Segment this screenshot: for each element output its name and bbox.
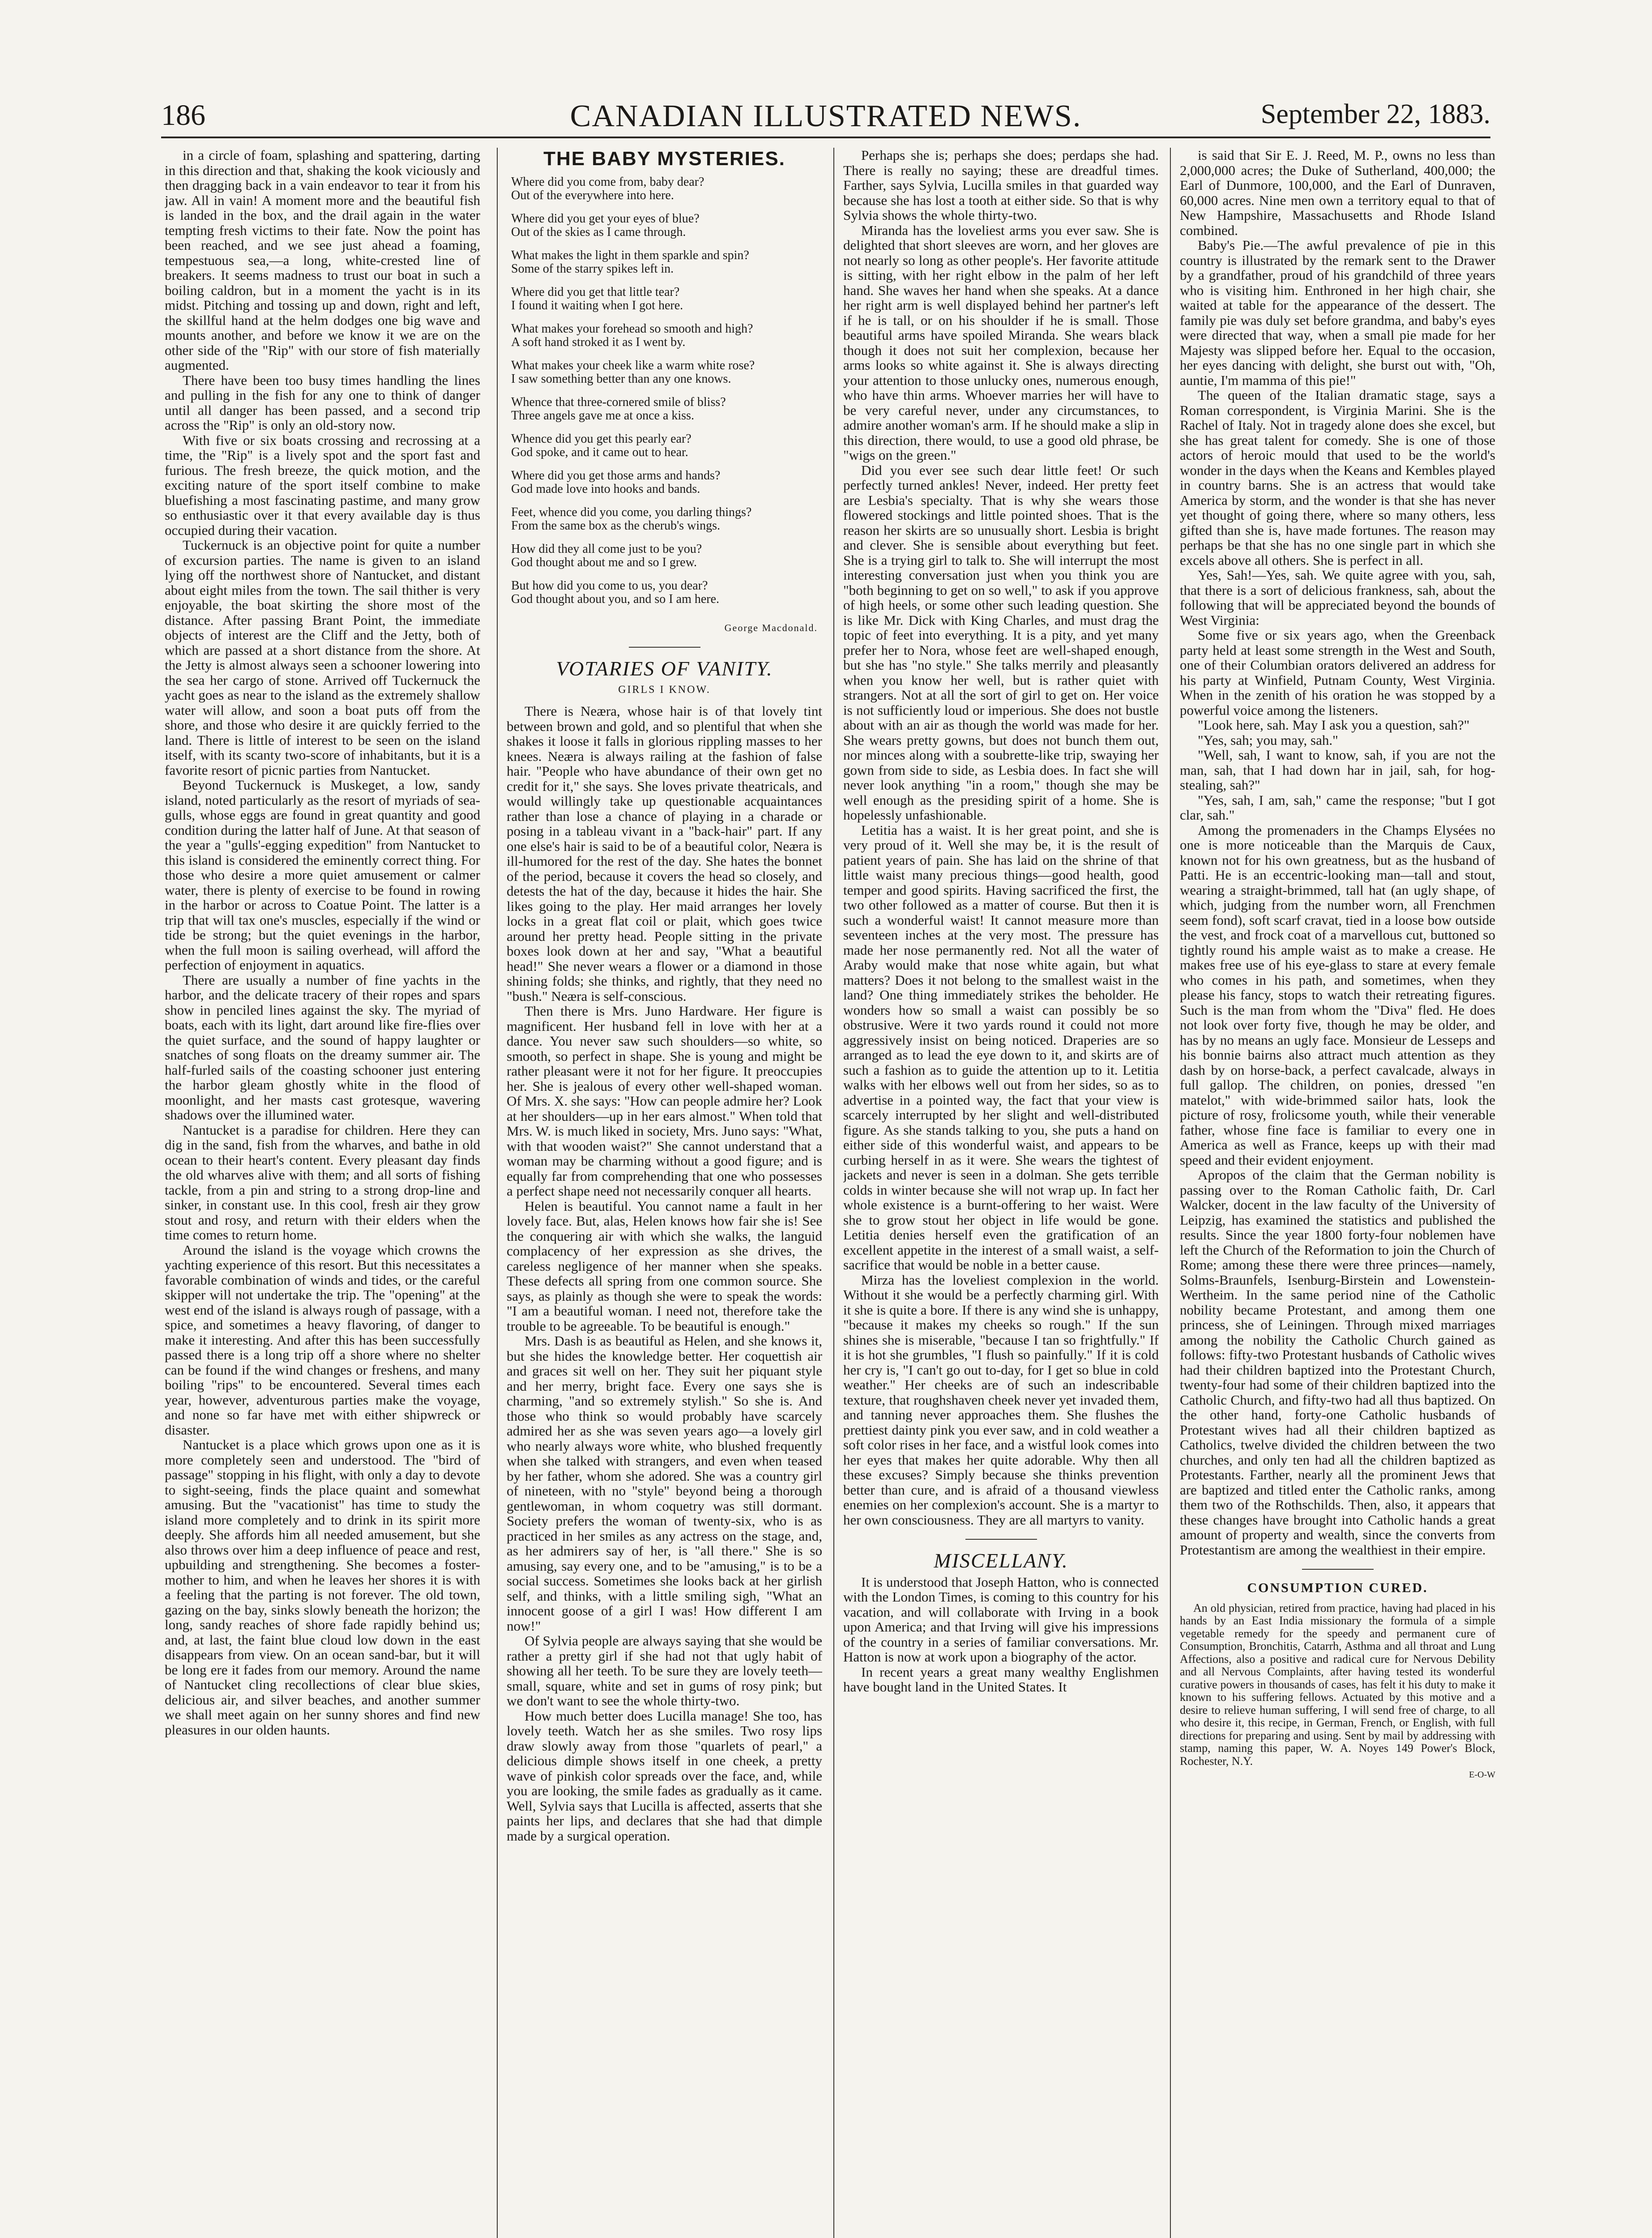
stanza-gap xyxy=(511,569,822,579)
poem-line: Feet, whence did you come, you darling things? xyxy=(511,505,752,519)
paragraph: is said that Sir E. J. Reed, M. P., owns no less than 2,000,000 acres; the Duke of Sutherland, 400,000; the Earl of Dunmore, 100,000, and the Earl of Dunraven, 60,000 acres. Nine men own a territory equal to that of New Hampshire, Massachusetts and Rhode Island combined. xyxy=(1180,148,1495,238)
article-body xyxy=(843,148,1159,1527)
header-rule xyxy=(161,137,1490,138)
paragraph: Letitia has a waist. It is her great point, and she is very proud of it. Well she may be, it is the result of patient years of pain. She has laid on the shrine of that little waist many precious things—good health, good temper and good spirits. Having sacrificed the first, the two other followed as a matter of course. But then it is such a wonderful waist! It cannot measure more than seventeen inches at the very most. The pressure has made her nose permanently red. Not all the water of Araby would make that nose white again, but what matters? Does it not belong to the smallest waist in the land? One thing immediately strikes the beholder. He wonders how so small a waist can possibly be so obstrusive. Were it two yards round it could not more aggressively insist on being noticed. Draperies are so arranged as to lead the eye down to it, and skirts are of such a fashion as to guide the attention up to it. Letitia walks with her elbows well out from her sides, so as to advertise in a pointed way, the fact that your view is scarcely interrupted by her slight and well-distributed figure. As she stands talking to you, she puts a hand on either side of this wonderful waist, and appears to be curbing herself in as it were. She wears the tightest of jackets and never is seen in a dolman. She gets terrible colds in winter because she will not wrap up. In fact her whole existence is a burnt-offering to her waist. Were she to grow stout her object in life would be gone. Letitia denies herself even the gratification of an excellent appetite in the interest of a small waist, a self-sacrifice that would be noble in a better cause. xyxy=(843,822,1159,1273)
paragraph: Among the promenaders in the Champs Elysées no one is more noticeable than the Marquis de Caux, known not for his own greatness, but as the husband of Patti. He is an eccentric-looking man—tall and stout, wearing a straight-brimmed, tall hat (an ugly shape, of which, judging from the number worn, all Frenchmen seem fond), soft scarf cravat, tied in a loose bow outside the vest, and frock coat of a marvellous cut, buttoned so tightly round his ample waist as to make a crease. He makes free use of his eye-glass to stare at every female who comes in his path, and sometimes, when they please his fancy, stops to watch their retreating figures. Such is the man from whom the "Diva" fled. He does not look over forty five, though he may be older, and has by no means an ugly face. Monsieur de Lesseps and his bonnie bairns also attract much attention as they dash by on horse-back, a perfect cavalcade, always in full gallop. The children, on ponies, dressed "en matelot," with wide-brimmed sailor hats, look the picture of rosy, frolicsome youth, while their venerable father, whose fine face is familiar to every one in America as well as France, keeps up with their mad speed and their evident enjoyment. xyxy=(1180,822,1495,1168)
stanza-gap xyxy=(511,496,822,506)
paragraph: Yes, Sah!—Yes, sah. We quite agree with you, sah, that there is a sort of delicious frankness, sah, about the following that will be appreciated beyond the bounds of West Virginia: xyxy=(1180,567,1495,628)
page-number: 186 xyxy=(161,99,205,132)
poem-line: Where did you get those arms and hands? xyxy=(511,468,721,483)
stanza-gap xyxy=(511,239,822,249)
paragraph: Beyond Tuckernuck is Muskeget, a low, sandy island, noted particularly as the resort of myriads of sea-gulls, whose eggs are found in great quantity and good condition during the latter half of June. At that season of the year a "gulls'-egging expedition" from Nantucket to this island is considered the eminently correct thing. For those who desire a more quiet amusement or calmer water, there is plenty of exercise to be found in rowing in the harbor or across to Coatue Point. The latter is a trip that will tax one's muscles, especially if the wind or tide be strong; but the quiet evenings in the harbor, when the full moon is sailing overhead, will afford the perfection of enjoyment in aquatics. xyxy=(165,777,480,973)
poem-title: THE BABY MYSTERIES. xyxy=(543,148,785,170)
poem-line: Out of the everywhere into here. xyxy=(511,188,674,202)
stanza-gap xyxy=(511,312,822,322)
paragraph: Tuckernuck is an objective point for quite a number of excursion parties. The name is given to an island lying off the northwest shore of Nantucket, and distant about eight miles from the town. The sail thither is very enjoyable, the boat skirting the shore most of the distance. After passing Brant Point, the immediate objects of interest are the Cliff and the Jetty, both of which are passed at a short distance from the shore. At the Jetty is almost always seen a schooner lowering into the sea her cargo of stone. Arrived off Tuckernuck the yacht goes as near to the island as the extremely shallow water will allow, and soon a boat puts off from the shore, and those who desire it are quickly ferried to the land. There is little of interest to be seen on the island itself, with its scanty two-score of inhabitants, but it is a favorite resort of picnic parties from Nantucket. xyxy=(165,537,480,778)
stanza-gap xyxy=(511,423,822,432)
paragraph: Some five or six years ago, when the Greenback party held at least some strength in the West and South, one of their Columbian orators delivered an address for his party at Winfield, Putnam County, West Virginia. When in the zenith of his oration he was stopped by a powerful voice among the listeners. xyxy=(1180,627,1495,718)
stanza-gap xyxy=(511,349,822,359)
poem-line: Some of the starry spikes left in. xyxy=(511,261,674,276)
paragraph: Nantucket is a paradise for children. Here they can dig in the sand, fish from the wharves, and bathe in old ocean to their heart's content. Every pleasant day finds the old wharves alive with them; and all sorts of fishing tackle, from a pin and string to a strong drop-line and sinker, in constant use. In this cool, fresh air they grow stout and rosy, and return with their elders when the time comes to return home. xyxy=(165,1122,480,1243)
column-rule xyxy=(833,148,834,2238)
poem-author: George Macdonald. xyxy=(724,622,818,633)
section-divider xyxy=(965,1539,1037,1540)
page-header xyxy=(161,94,1490,134)
issue-date: September 22, 1883. xyxy=(1260,99,1490,129)
poem-line: A soft hand stroked it as I went by. xyxy=(511,335,686,349)
miscellany-title: MISCELLANY. xyxy=(934,1549,1068,1572)
poem-line: I found it waiting when I got here. xyxy=(511,298,683,312)
stanza-gap xyxy=(511,459,822,469)
poem-line: God thought about me and so I grew. xyxy=(511,555,697,569)
poem-line: God made love into hooks and bands. xyxy=(511,482,700,496)
column-rule xyxy=(497,148,498,2238)
paragraph: Nantucket is a place which grows upon one as it is more completely seen and understood. The "bird of passage" stopping in his flight, with only a day to devote to sight-seeing, finds the place quaint and somewhat amusing. But the "vacationist" has time to study the island more completely and to drink in its spirit more deeply. She affords him all needed amusement, but she also throws over him a deep influence of peace and rest, upbuilding and strengthening. She becomes a foster-mother to him, and when he leaves her shores it is with a feeling that the parting is not forever. The old town, gazing on the bay, sinks slowly beneath the horizon; the long, sandy reaches of shore fade rapidly behind us; and, at last, the faint blue cloud low down in the east disappears from view. On an ocean sand-bar, but it will be long ere it fades from our memory. Around the name of Nantucket cling recollections of clear blue skies, delicious air, and silver beaches, and another summer we shall meet again on her sunny shores and find new pleasures in our olden haunts. xyxy=(165,1437,480,1738)
paragraph: Perhaps she is; perhaps she does; perdaps she had. There is really no saying; these are dreadful times. Farther, says Sylvia, Lucilla smiles in that guarded way because she has lost a tooth at either side. So that is why Sylvia shows the whole thirty-two. xyxy=(843,148,1159,223)
stanza-gap xyxy=(511,202,822,212)
paragraph: There are usually a number of fine yachts in the harbor, and the delicate tracery of their ropes and spars show in penciled lines against the sky. The myriad of boats, each with its light, dart around like fire-flies over the quiet surface, and the sound of happy laughter or snatches of song floats on the dreamy summer air. The half-furled sails of the coasting schooner just entering the harbor gleam ghostly white in the flood of moonlight, and her masts cast grotesque, wavering shadows over the illumined water. xyxy=(165,972,480,1123)
poem-line: Three angels gave me at once a kiss. xyxy=(511,408,694,423)
section-subhead: GIRLS I KNOW. xyxy=(618,683,711,696)
poem-line: God spoke, and it came out to hear. xyxy=(511,445,688,459)
poem-line: What makes your cheek like a warm white rose? xyxy=(511,358,755,372)
poem-line: Where did you get that little tear? xyxy=(511,285,680,299)
column-3 xyxy=(843,148,1159,2238)
section-divider xyxy=(1302,1569,1374,1570)
advert-title: CONSUMPTION CURED. xyxy=(1247,1580,1428,1595)
paragraph: In recent years a great many wealthy Englishmen have bought land in the United States. It xyxy=(843,1664,1159,1695)
section-divider xyxy=(629,647,700,648)
paragraph: Miranda has the loveliest arms you ever saw. She is delighted that short sleeves are worn, and her gloves are not nearly so long as other people's. Her favorite attitude is sitting, with her right elbow in the palm of her left hand. She waves her hand when she speaks. At a dance her right arm is well displayed behind her partner's left if he is tall, or on his shoulder if he is small. Those beautiful arms have spoiled Miranda. She wears black though it does not suit her complexion, because her arms looks so white against it. She is always directing your attention to those unlucky ones, numerous enough, who have thin arms. Whoever marries her will have to be very careful never, under any circumstances, to admire another woman's arm. If he should make a slip in this direction, there would, to use a good old phrase, be "wigs on the green." xyxy=(843,222,1159,463)
poem-line: Where did you come from, baby dear? xyxy=(511,175,704,189)
poem-line: Whence did you get this pearly ear? xyxy=(511,431,692,446)
paragraph: Mirza has the loveliest complexion in the world. Without it she would be a perfectly charming girl. With it she is quite a bore. If there is any wind she is unhappy, "because it makes my cheeks so rough." If the sun shines she is miserable, "because I tan so frightfully." If it is hot she grumbles, "I flush so painfully." If it is cold her cry is, "I can't go out to-day, for I get so blue in cold weather." Her cheeks are of such an indescribable texture, that roughshaven cheek never yet invaded them, and tanning never approaches them. She flushes the prettiest dainty pink you ever saw, and in cold weather a soft color rises in her face, and a wistful look comes into her eyes that makes her quite adorable. Why then all these excuses? Simply because she thinks prevention better than cure, and is afraid of a thousand viewless enemies on her complexion's account. She is a martyr to her own consciousness. They are all martyrs to vanity. xyxy=(843,1272,1159,1528)
stanza-gap xyxy=(511,533,822,542)
stanza-gap xyxy=(511,606,822,616)
paragraph: Of Sylvia people are always saying that she would be rather a pretty girl if she had not that ugly habit of showing all her teeth. To be sure they are lovely teeth—small, square, white and set in gums of rosy pink; but we don't want to see the whole thirty-two. xyxy=(507,1633,822,1708)
column-rule xyxy=(1170,148,1171,2238)
poem-line: God thought about you, and so I am here. xyxy=(511,592,720,606)
paragraph: "Yes, sah, I am, sah," came the response; "but I got clar, sah." xyxy=(1180,792,1495,823)
paragraph: Around the island is the voyage which crowns the yachting experience of this resort. But this necessitates a favorable combination of winds and tides, or the careful skipper will not undertake the trip. The "opening" at the west end of the island is always rough of passage, with a spice, and sometimes a heavy flavoring, of danger to make it interesting. And after this has been successfully passed there is a long trip off a shore where no shelter can be found if the wind changes or freshens, and many boiling "rips" to be encountered. Several times each year, however, adventurous parties make the voyage, and none so far have met with either shipwreck or disaster. xyxy=(165,1242,480,1438)
paragraph: Helen is beautiful. You cannot name a fault in her lovely face. But, alas, Helen knows how fair she is! See the conquering air with which she walks, the languid complacency of her expression as she drives, the careless negligence of her manner when she speaks. These defects all spring from one common source. She says, as plainly as though she were to speak the words: "I am a beautiful woman. I need not, therefore take the trouble to be agreeable. To be beautiful is enough." xyxy=(507,1198,822,1334)
poem-line: But how did you come to us, you dear? xyxy=(511,578,708,593)
miscellany-body xyxy=(843,1575,1159,1695)
column-2 xyxy=(507,148,822,2238)
paragraph: "Yes, sah; you may, sah." xyxy=(1198,732,1338,748)
advert-code: E-O-W xyxy=(1469,1770,1495,1780)
poem-line: I saw something better than any one knows. xyxy=(511,372,731,386)
poem-line: Out of the skies as I came through. xyxy=(511,225,686,239)
advert-text: An old physician, retired from practice, having had placed in his hands by an East India missionary the formula of a simple vegetable remedy for the speedy and permanent cure of Consumption, Bronchitis, Catarrh, Asthma and all throat and Lung Affections, also a positive and radical cure for Nervous Debility and all Nervous Complaints, after having tested its wonderful curative powers in thousands of cases, has felt it his duty to make it known to his suffering fellows. Actuated by this motive and a desire to relieve human suffering, I will send free of charge, to all who desire it, this recipe, in German, French, or English, with full directions for preparing and using. Sent by mail by addressing with stamp, naming this paper, W. A. Noyes 149 Power's Block, Rochester, N.Y. xyxy=(1180,1601,1495,1768)
column-1 xyxy=(165,148,480,2238)
paragraph: "Look here, sah. May I ask you a question, sah?" xyxy=(1198,717,1470,733)
paragraph: There is Neæra, whose hair is of that lovely tint between brown and gold, and so plentiful that when she shakes it loose it falls in glorious rippling masses to her knees. Neæra is always railing at the fashion of false hair. "People who have abundance of their own get no credit for it," she says. She loves private theatricals, and would willingly take up questionable acquaintances rather than lose a chance of playing in a charade or posing in a tableau vivant in a "back-hair" part. If any one else's hair is said to be of a beautiful color, Neæra is ill-humored for the rest of the day. She hates the bonnet of the period, because it covers the head so closely, and detests the hat of the day, because it hides the hair. She likes going to the play. Her maid arranges her lovely locks in a great flat coil or plait, which goes twice around her pretty head. People sitting in the private boxes look down at her and say, "What a beautiful head!" She never wears a flower or a diamond in those shining folds; she thinks, and rightly, that they need no "bush." Neæra is self-conscious. xyxy=(507,703,822,1004)
paragraph: Did you ever see such dear little feet! Or such perfectly turned ankles! Never, indeed. Her pretty feet are Lesbia's specialty. That is why she wears those flowered stockings and little pointed shoes. That is the reason her skirts are so unusually short. Lesbia is bright and clever. She is sensible about everything but feet. She is a trying girl to talk to. She will interrupt the most interesting conversation just when you think you are "both beginning to get on so well," to ask if you approve of high heels, or some other such leading question. She is like Mr. Dick with King Charles, and must drag the topic of feet into everything. It is a pity, and yet many prefer her to Nora, whose feet are well-shaped enough, but she has "no style." She talks merrily and pleasantly when you know her well, but is rather quiet with strangers. Not at all the sort of girl to get on. Her voice is not sufficiently loud or imperious. She does not bustle about with an air as though the world was made for her. She wears pretty gowns, but does not bunch them out, nor minces along with a soubrette-like trip, swaying her gown from side to side, as Lesbia does. In fact she will never look anything "in a room," though she may be well enough as the presiding spirit of a home. She is hopelessly unfashionable. xyxy=(843,462,1159,823)
paragraph: in a circle of foam, splashing and spattering, darting in this direction and that, shaking the kook viciously and then dragging back in a vain endeavor to tear it from his jaw. All in vain! A moment more and the beautiful fish is landed in the box, and the drail again in the water tempting fresh victims to their fate. Now the point has been reached, and we see just ahead a foaming, tempestuous sea,—a long, white-crested line of breakers. It seems madness to trust our boat in such a boiling caldron, but in a moment the yacht is in its midst. Pitching and tossing up and down, right and left, the skillful hand at the helm dodges one big wave and mounts another, and before we know it we are on the other side of the "Rip" with our store of fish materially augmented. xyxy=(165,148,480,373)
stanza-gap xyxy=(511,276,822,286)
paragraph: "Well, sah, I want to know, sah, if you are not the man, sah, that I had down har in jail, sah, for hog-stealing, sah?" xyxy=(1180,747,1495,793)
paragraph: Baby's Pie.—The awful prevalence of pie in this country is illustrated by the remark sent to the Drawer by a grandfather, proud of his grandchild of three years who is visiting him. Enthroned in her high chair, she waited at table for the appearance of the dessert. The family pie was duly set before grandma, and baby's eyes were directed that way, when a small pie made for her Majesty was slipped before her. Equal to the occasion, her eyes dancing with delight, she burst out with, "Oh, auntie, I'm mamma of this pie!" xyxy=(1180,237,1495,388)
paragraph: There have been too busy times handling the lines and pulling in the fish for any one to think of danger until all danger has been passed, and a second trip across the "Rip" is only an old-story now. xyxy=(165,372,480,433)
masthead: CANADIAN ILLUSTRATED NEWS. xyxy=(570,99,1082,133)
poem-line: What makes the light in them sparkle and spin? xyxy=(511,248,749,262)
poem-line: What makes your forehead so smooth and high? xyxy=(511,321,753,336)
poem-line: How did they all come just to be you? xyxy=(511,542,702,556)
paragraph: Then there is Mrs. Juno Hardware. Her figure is magnificent. Her husband fell in love with her at a dance. You never saw such shoulders—so white, so smooth, so perfect in shape. She is young and might be rather pleasant were it not for her figure. It preoccupies her. She is jealous of every other well-shaped woman. Of Mrs. X. she says: "How can people admire her? Look at her shoulders—up in her ears almost." When told that Mrs. W. is much liked in society, Mrs. Juno says: "What, with that wooden waist?" She cannot understand that a woman may be charming without a good figure; and is equally far from comprehending that one who possesses a perfect shape need not necessarily conquer all hearts. xyxy=(507,1003,822,1199)
poem-line: Whence that three-cornered smile of bliss? xyxy=(511,395,726,409)
paragraph: Apropos of the claim that the German nobility is passing over to the Roman Catholic faith, Dr. Carl Walcker, docent in the law faculty of the University of Leipzig, has examined the statistics and published the results. Since the year 1800 forty-four noblemen have left the Church of the Reformation to join the Church of Rome; among these there were three princes—namely, Solms-Braunfels, Isenburg-Birstein and Lowenstein-Wertheim. In the same period nine of the Catholic nobility became Protestant, and among them one princess, she of Leiningen. Through mixed marriages among the nobility the Catholic Church gained as follows: fifty-two Protestant husbands of Catholic wives had their children baptized into the Protestant Church, twenty-four had some of their children baptized into the Catholic Church, and fifty-two had all thus baptized. On the other hand, forty-one Catholic husbands of Protestant wives had all their children baptized as Catholics, twelve divided the children between the two churches, and only ten had all the children baptized as Protestants. Farther, nearly all the prominent Jews that are baptized and titled enter the Catholic ranks, among them two of the Rothschilds. Then, also, it appears that these changes have brought into Catholic hands a great amount of property and wealth, since the converts from Protestantism are among the wealthiest in their empire. xyxy=(1180,1167,1495,1558)
article-body xyxy=(507,704,822,1843)
poem-body xyxy=(511,175,822,616)
poem-line: Where did you get your eyes of blue? xyxy=(511,211,700,226)
article-body xyxy=(1180,148,1495,1557)
paragraph: It is understood that Joseph Hatton, who is connected with the London Times, is coming to this country for his vacation, and will collaborate with Irving in a book upon America; and that Irving will give his impressions of the country in a series of familiar conversations. Mr. Hatton is now at work upon a biography of the actor. xyxy=(843,1574,1159,1665)
stanza-gap xyxy=(511,386,822,396)
poem-line: From the same box as the cherub's wings. xyxy=(511,518,720,533)
paragraph: Mrs. Dash is as beautiful as Helen, and she knows it, but she hides the knowledge better. Her coquettish air and graces sit well on her. They suit her piquant style and her merry, bright face. Every one says she is charming, "and so extremely stylish." So she is. And those who think so would probably have scarcely admired her as she was seven years ago—a lovely girl who nearly always wore white, who blushed frequently when she talked with strangers, and even when teased by her father, whom she adored. She was a country girl of nineteen, with no "style" beyond being a thorough gentlewoman, in whom coquetry was still dormant. Society prefers the woman of twenty-six, who is as practiced in her smiles as any actress on the stage, and, as her admirers say of her, is "all there." She is so amusing, say every one, and to be "amusing," is to be a social success. Sometimes she looks back at her girlish self, and thinks, with a little smiling sigh, "What an innocent goose of a girl I was! How different I am now!" xyxy=(507,1333,822,1634)
section-title: VOTARIES OF VANITY. xyxy=(556,657,773,680)
column-4 xyxy=(1180,148,1495,2238)
paragraph: How much better does Lucilla manage! She too, has lovely teeth. Watch her as she smiles. Two rosy lips draw slowly away from those "quarlets of pearl," a delicious dimple shows itself in one cheek, a pretty wave of pinkish color spreads over the face, and, while you are looking, the smile fades as gradually as it came. Well, Sylvia says that Lucilla is affected, asserts that she paints her lips, and declares that she had that dimple made by a surgical operation. xyxy=(507,1708,822,1844)
paragraph: The queen of the Italian dramatic stage, says a Roman correspondent, is Virginia Marini. She is the Rachel of Italy. Not in tragedy alone does she excel, but she has great talent for comedy. She is one of those actors of heroic mould that used to be the world's wonder in the days when the Keans and Kembles played in country barns. She is an actress that would take America by storm, and the wonder is that she has never yet thought of going there, where so many others, less gifted than she is, have made fortunes. The reason may perhaps be that she has no one single part in which she excels above all others. She is perfect in all. xyxy=(1180,387,1495,568)
paragraph: With five or six boats crossing and recrossing at a time, the "Rip" is a lively spot and the sport fast and furious. The fresh breeze, the quick motion, and the exciting nature of the sport itself combine to make bluefishing a most fascinating pastime, and many grow so enthusiastic over it that every available day is thus occupied during their vacation. xyxy=(165,432,480,538)
